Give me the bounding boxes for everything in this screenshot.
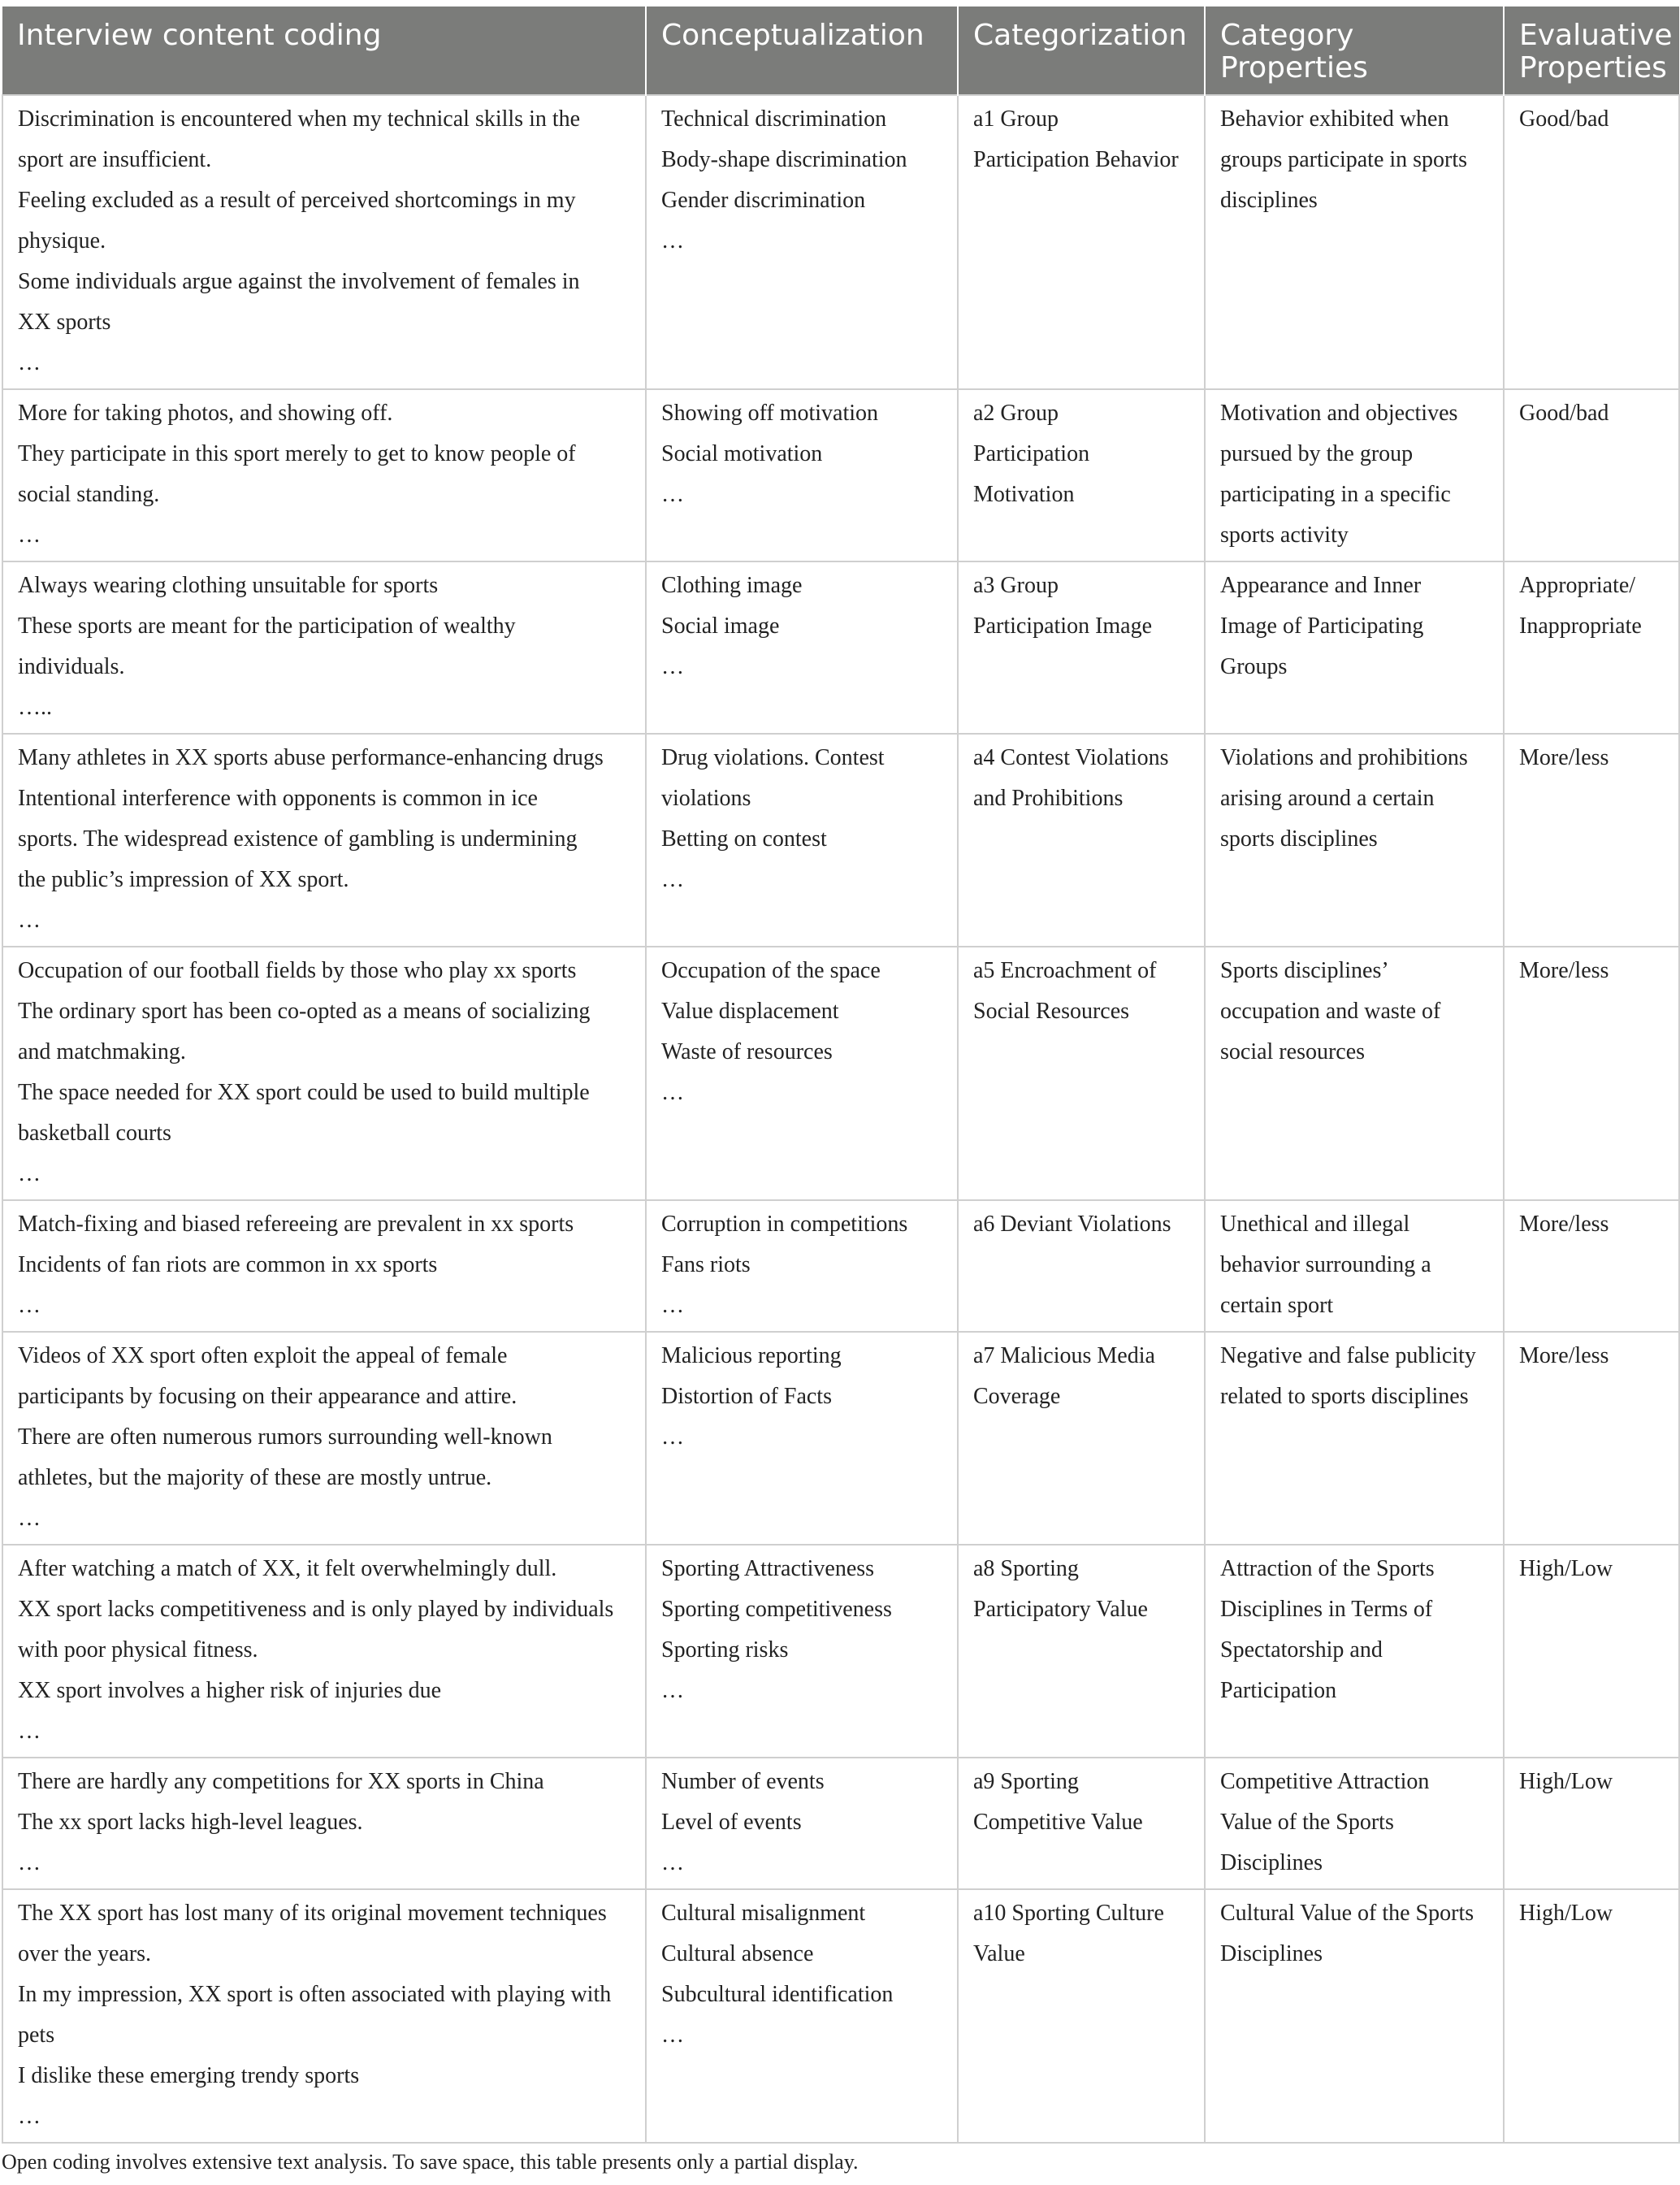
- cell-text-line: and Prohibitions: [973, 786, 1124, 811]
- cell-text-line: Appearance and Inner: [1220, 573, 1422, 598]
- cell-text-line: Some individuals argue against the involvement of females in: [18, 269, 580, 294]
- cell-text-line: Betting on contest: [661, 826, 827, 852]
- cell-interview-content: [2, 1332, 646, 1545]
- cell-text-line: related to sports disciplines: [1220, 1384, 1469, 1409]
- cell-text-line: Drug violations. Contest: [661, 745, 885, 770]
- cell-text-line: Always wearing clothing unsuitable for sports: [18, 573, 439, 598]
- table-row: [2, 1200, 1679, 1332]
- cell-categorization: [958, 95, 1205, 389]
- cell-text-line: a6 Deviant Violations: [973, 1212, 1171, 1237]
- cell-text-line: …: [18, 2104, 41, 2129]
- cell-text-line: basketball courts: [18, 1121, 171, 1146]
- cell-text-line: XX sport lacks competitiveness and is only played by individuals: [18, 1597, 614, 1622]
- cell-interview-content: [2, 1758, 646, 1889]
- cell-evaluative-properties: [1504, 1200, 1679, 1332]
- cell-text-line: …: [661, 1850, 684, 1875]
- cell-text-line: Social Resources: [973, 999, 1130, 1024]
- cell-text-line: …: [18, 1719, 41, 1744]
- cell-text-line: Participatory Value: [973, 1597, 1148, 1622]
- cell-categorization: [958, 947, 1205, 1200]
- cell-text-line: a8 Sporting: [973, 1556, 1079, 1581]
- cell-text-line: More/less: [1519, 1212, 1609, 1237]
- cell-categorization: [958, 734, 1205, 947]
- cell-category-properties: [1205, 734, 1504, 947]
- cell-text-line: Disciplines: [1220, 1850, 1323, 1875]
- cell-text-line: Level of events: [661, 1810, 802, 1835]
- cell-interview-content: [2, 1545, 646, 1758]
- cell-text-line: Videos of XX sport often exploit the appeal of female: [18, 1343, 508, 1368]
- cell-text-line: and matchmaking.: [18, 1039, 186, 1064]
- cell-text-line: sports activity: [1220, 522, 1349, 548]
- cell-text-line: Feeling excluded as a result of perceived shortcomings in my: [18, 188, 576, 213]
- cell-text-line: with poor physical fitness.: [18, 1637, 258, 1663]
- cell-category-properties: [1205, 1545, 1504, 1758]
- cell-category-properties: [1205, 1889, 1504, 2143]
- cell-text-line: Sporting Attractiveness: [661, 1556, 875, 1581]
- cell-interview-content: [2, 389, 646, 561]
- cell-text-line: a7 Malicious Media: [973, 1343, 1155, 1368]
- cell-text-line: behavior surrounding a: [1220, 1252, 1431, 1277]
- cell-interview-content: [2, 561, 646, 734]
- cell-category-properties: [1205, 389, 1504, 561]
- cell-text-line: I dislike these emerging trendy sports: [18, 2063, 360, 2088]
- cell-text-line: They participate in this sport merely to get to know people of: [18, 441, 576, 466]
- cell-interview-content: [2, 1889, 646, 2143]
- cell-text-line: …: [661, 1678, 684, 1703]
- cell-text-line: over the years.: [18, 1941, 152, 1966]
- cell-text-line: a10 Sporting Culture: [973, 1901, 1164, 1926]
- cell-text-line: Cultural misalignment: [661, 1901, 866, 1926]
- cell-text-line: Participation Image: [973, 613, 1153, 639]
- cell-text-line: Inappropriate: [1519, 613, 1642, 639]
- cell-text-line: After watching a match of XX, it felt overwhelmingly dull.: [18, 1556, 557, 1581]
- cell-text-line: individuals.: [18, 654, 125, 679]
- cell-text-line: Good/bad: [1519, 401, 1609, 426]
- cell-conceptualization: [646, 561, 958, 734]
- cell-text-line: physique.: [18, 228, 106, 254]
- cell-text-line: Many athletes in XX sports abuse performance-enhancing drugs: [18, 745, 604, 770]
- cell-text-line: a4 Contest Violations: [973, 745, 1169, 770]
- cell-text-line: Violations and prohibitions: [1220, 745, 1468, 770]
- cell-text-line: More for taking photos, and showing off.: [18, 401, 393, 426]
- header-categorization: Categorization: [958, 7, 1205, 95]
- cell-text-line: …..: [18, 695, 52, 720]
- cell-text-line: The XX sport has lost many of its original movement techniques: [18, 1901, 607, 1926]
- cell-text-line: High/Low: [1519, 1556, 1613, 1581]
- cell-text-line: a2 Group: [973, 401, 1059, 426]
- table-row: [2, 1889, 1679, 2143]
- table-row: [2, 734, 1679, 947]
- cell-text-line: pursued by the group: [1220, 441, 1414, 466]
- cell-evaluative-properties: [1504, 1545, 1679, 1758]
- cell-conceptualization: [646, 1200, 958, 1332]
- cell-text-line: Corruption in competitions: [661, 1212, 908, 1237]
- cell-text-line: Clothing image: [661, 573, 803, 598]
- cell-text-line: Occupation of the space: [661, 958, 881, 983]
- cell-text-line: There are hardly any competitions for XX sports in China: [18, 1769, 544, 1794]
- cell-text-line: the public’s impression of XX sport.: [18, 867, 349, 892]
- cell-text-line: Motivation and objectives: [1220, 401, 1458, 426]
- cell-text-line: social resources: [1220, 1039, 1366, 1064]
- table-footnote: Open coding involves extensive text analysis. To save space, this table presents only a partial display.: [2, 2150, 859, 2174]
- cell-text-line: Sporting competitiveness: [661, 1597, 892, 1622]
- cell-text-line: Behavior exhibited when: [1220, 106, 1449, 132]
- cell-text-line: XX sports: [18, 310, 111, 335]
- cell-evaluative-properties: [1504, 734, 1679, 947]
- cell-text-line: Match-fixing and biased refereeing are prevalent in xx sports: [18, 1212, 574, 1237]
- cell-interview-content: [2, 95, 646, 389]
- cell-categorization: [958, 1200, 1205, 1332]
- cell-text-line: Participation Behavior: [973, 147, 1179, 172]
- cell-conceptualization: [646, 1889, 958, 2143]
- header-category-properties: Category Properties: [1205, 7, 1504, 95]
- table-body: [2, 95, 1679, 2143]
- cell-text-line: Groups: [1220, 654, 1288, 679]
- header-conceptualization: Conceptualization: [646, 7, 958, 95]
- cell-text-line: Negative and false publicity: [1220, 1343, 1476, 1368]
- cell-text-line: …: [18, 522, 41, 548]
- cell-categorization: [958, 1758, 1205, 1889]
- cell-interview-content: [2, 734, 646, 947]
- cell-evaluative-properties: [1504, 95, 1679, 389]
- cell-text-line: Discrimination is encountered when my technical skills in the: [18, 106, 581, 132]
- cell-text-line: Social motivation: [661, 441, 823, 466]
- coding-table: [2, 7, 1680, 2144]
- cell-conceptualization: [646, 1758, 958, 1889]
- table-row: [2, 1332, 1679, 1545]
- cell-text-line: Cultural Value of the Sports: [1220, 1901, 1474, 1926]
- cell-text-line: Value of the Sports: [1220, 1810, 1394, 1835]
- cell-text-line: Number of events: [661, 1769, 825, 1794]
- cell-categorization: [958, 389, 1205, 561]
- cell-text-line: Disciplines in Terms of: [1220, 1597, 1433, 1622]
- cell-text-line: sports disciplines: [1220, 826, 1378, 852]
- cell-text-line: Technical discrimination: [661, 106, 887, 132]
- cell-text-line: …: [18, 1506, 41, 1531]
- cell-text-line: The xx sport lacks high-level leagues.: [18, 1810, 363, 1835]
- cell-text-line: arising around a certain: [1220, 786, 1435, 811]
- cell-text-line: …: [18, 1293, 41, 1318]
- cell-interview-content: [2, 947, 646, 1200]
- cell-text-line: More/less: [1519, 958, 1609, 983]
- cell-category-properties: [1205, 561, 1504, 734]
- cell-text-line: sport are insufficient.: [18, 147, 212, 172]
- cell-evaluative-properties: [1504, 1332, 1679, 1545]
- cell-text-line: Occupation of our football fields by those who play xx sports: [18, 958, 577, 983]
- cell-text-line: …: [18, 350, 41, 375]
- cell-category-properties: [1205, 947, 1504, 1200]
- cell-text-line: Fans riots: [661, 1252, 751, 1277]
- cell-conceptualization: [646, 1332, 958, 1545]
- cell-text-line: XX sport involves a higher risk of injuries due: [18, 1678, 442, 1703]
- cell-text-line: Waste of resources: [661, 1039, 833, 1064]
- cell-conceptualization: [646, 1545, 958, 1758]
- cell-text-line: Subcultural identification: [661, 1982, 894, 2007]
- cell-text-line: Good/bad: [1519, 106, 1609, 132]
- cell-text-line: More/less: [1519, 745, 1609, 770]
- cell-text-line: disciplines: [1220, 188, 1318, 213]
- cell-text-line: social standing.: [18, 482, 160, 507]
- cell-text-line: Sports disciplines’: [1220, 958, 1389, 983]
- cell-text-line: Participation: [1220, 1678, 1337, 1703]
- cell-text-line: …: [18, 1161, 41, 1186]
- cell-text-line: pets: [18, 2022, 55, 2048]
- cell-evaluative-properties: [1504, 389, 1679, 561]
- table-row: [2, 389, 1679, 561]
- cell-text-line: …: [661, 654, 684, 679]
- cell-text-line: sports. The widespread existence of gambling is undermining: [18, 826, 578, 852]
- cell-text-line: Intentional interference with opponents is common in ice: [18, 786, 538, 811]
- table-header: [2, 7, 1679, 95]
- cell-text-line: Cultural absence: [661, 1941, 814, 1966]
- cell-category-properties: [1205, 1200, 1504, 1332]
- cell-text-line: groups participate in sports: [1220, 147, 1468, 172]
- cell-category-properties: [1205, 1758, 1504, 1889]
- cell-text-line: Incidents of fan riots are common in xx sports: [18, 1252, 438, 1277]
- cell-text-line: …: [18, 1850, 41, 1875]
- header-interview-content: Interview content coding: [2, 7, 646, 95]
- cell-text-line: violations: [661, 786, 751, 811]
- cell-text-line: Coverage: [973, 1384, 1061, 1409]
- cell-conceptualization: [646, 389, 958, 561]
- cell-text-line: participants by focusing on their appearance and attire.: [18, 1384, 517, 1409]
- cell-text-line: In my impression, XX sport is often associated with playing with: [18, 1982, 612, 2007]
- cell-evaluative-properties: [1504, 947, 1679, 1200]
- table-container: [0, 7, 1680, 2144]
- cell-conceptualization: [646, 947, 958, 1200]
- cell-text-line: There are often numerous rumors surrounding well-known: [18, 1424, 552, 1450]
- cell-text-line: More/less: [1519, 1343, 1609, 1368]
- cell-text-line: a5 Encroachment of: [973, 958, 1157, 983]
- cell-text-line: High/Low: [1519, 1901, 1613, 1926]
- cell-categorization: [958, 561, 1205, 734]
- cell-category-properties: [1205, 95, 1504, 389]
- cell-text-line: Appropriate/: [1519, 573, 1636, 598]
- cell-text-line: Participation: [973, 441, 1090, 466]
- cell-text-line: Social image: [661, 613, 780, 639]
- cell-text-line: occupation and waste of: [1220, 999, 1441, 1024]
- cell-evaluative-properties: [1504, 1889, 1679, 2143]
- cell-text-line: …: [661, 2022, 684, 2048]
- cell-text-line: a3 Group: [973, 573, 1059, 598]
- cell-text-line: High/Low: [1519, 1769, 1613, 1794]
- cell-text-line: Distortion of Facts: [661, 1384, 832, 1409]
- cell-text-line: athletes, but the majority of these are mostly untrue.: [18, 1465, 492, 1490]
- header-evaluative-properties: Evaluative Properties: [1504, 7, 1679, 95]
- table-row: [2, 1758, 1679, 1889]
- cell-text-line: Motivation: [973, 482, 1075, 507]
- cell-text-line: Unethical and illegal: [1220, 1212, 1410, 1237]
- cell-text-line: Image of Participating: [1220, 613, 1424, 639]
- cell-categorization: [958, 1332, 1205, 1545]
- cell-text-line: Value: [973, 1941, 1025, 1966]
- cell-text-line: Body-shape discrimination: [661, 147, 907, 172]
- cell-text-line: Spectatorship and: [1220, 1637, 1383, 1663]
- cell-text-line: …: [661, 867, 684, 892]
- cell-text-line: Malicious reporting: [661, 1343, 842, 1368]
- cell-category-properties: [1205, 1332, 1504, 1545]
- cell-text-line: …: [661, 228, 684, 254]
- cell-categorization: [958, 1545, 1205, 1758]
- cell-text-line: Sporting risks: [661, 1637, 789, 1663]
- cell-text-line: a1 Group: [973, 106, 1059, 132]
- cell-conceptualization: [646, 734, 958, 947]
- cell-categorization: [958, 1889, 1205, 2143]
- cell-text-line: Value displacement: [661, 999, 839, 1024]
- cell-text-line: The ordinary sport has been co-opted as a means of socializing: [18, 999, 591, 1024]
- cell-text-line: Competitive Attraction: [1220, 1769, 1430, 1794]
- cell-text-line: a9 Sporting: [973, 1769, 1079, 1794]
- cell-text-line: Gender discrimination: [661, 188, 866, 213]
- cell-text-line: The space needed for XX sport could be used to build multiple: [18, 1080, 590, 1105]
- table-row: [2, 561, 1679, 734]
- cell-text-line: …: [661, 482, 684, 507]
- cell-text-line: Disciplines: [1220, 1941, 1323, 1966]
- cell-text-line: participating in a specific: [1220, 482, 1451, 507]
- cell-conceptualization: [646, 95, 958, 389]
- cell-text-line: …: [18, 908, 41, 933]
- cell-evaluative-properties: [1504, 1758, 1679, 1889]
- cell-text-line: …: [661, 1293, 684, 1318]
- cell-text-line: Showing off motivation: [661, 401, 879, 426]
- cell-text-line: Attraction of the Sports: [1220, 1556, 1435, 1581]
- header-row: [2, 7, 1679, 95]
- cell-text-line: …: [661, 1080, 684, 1105]
- cell-text-line: Competitive Value: [973, 1810, 1143, 1835]
- table-row: [2, 947, 1679, 1200]
- table-row: [2, 95, 1679, 389]
- cell-text-line: …: [661, 1424, 684, 1450]
- cell-text-line: These sports are meant for the participation of wealthy: [18, 613, 516, 639]
- table-row: [2, 1545, 1679, 1758]
- cell-text-line: certain sport: [1220, 1293, 1334, 1318]
- cell-interview-content: [2, 1200, 646, 1332]
- cell-evaluative-properties: [1504, 561, 1679, 734]
